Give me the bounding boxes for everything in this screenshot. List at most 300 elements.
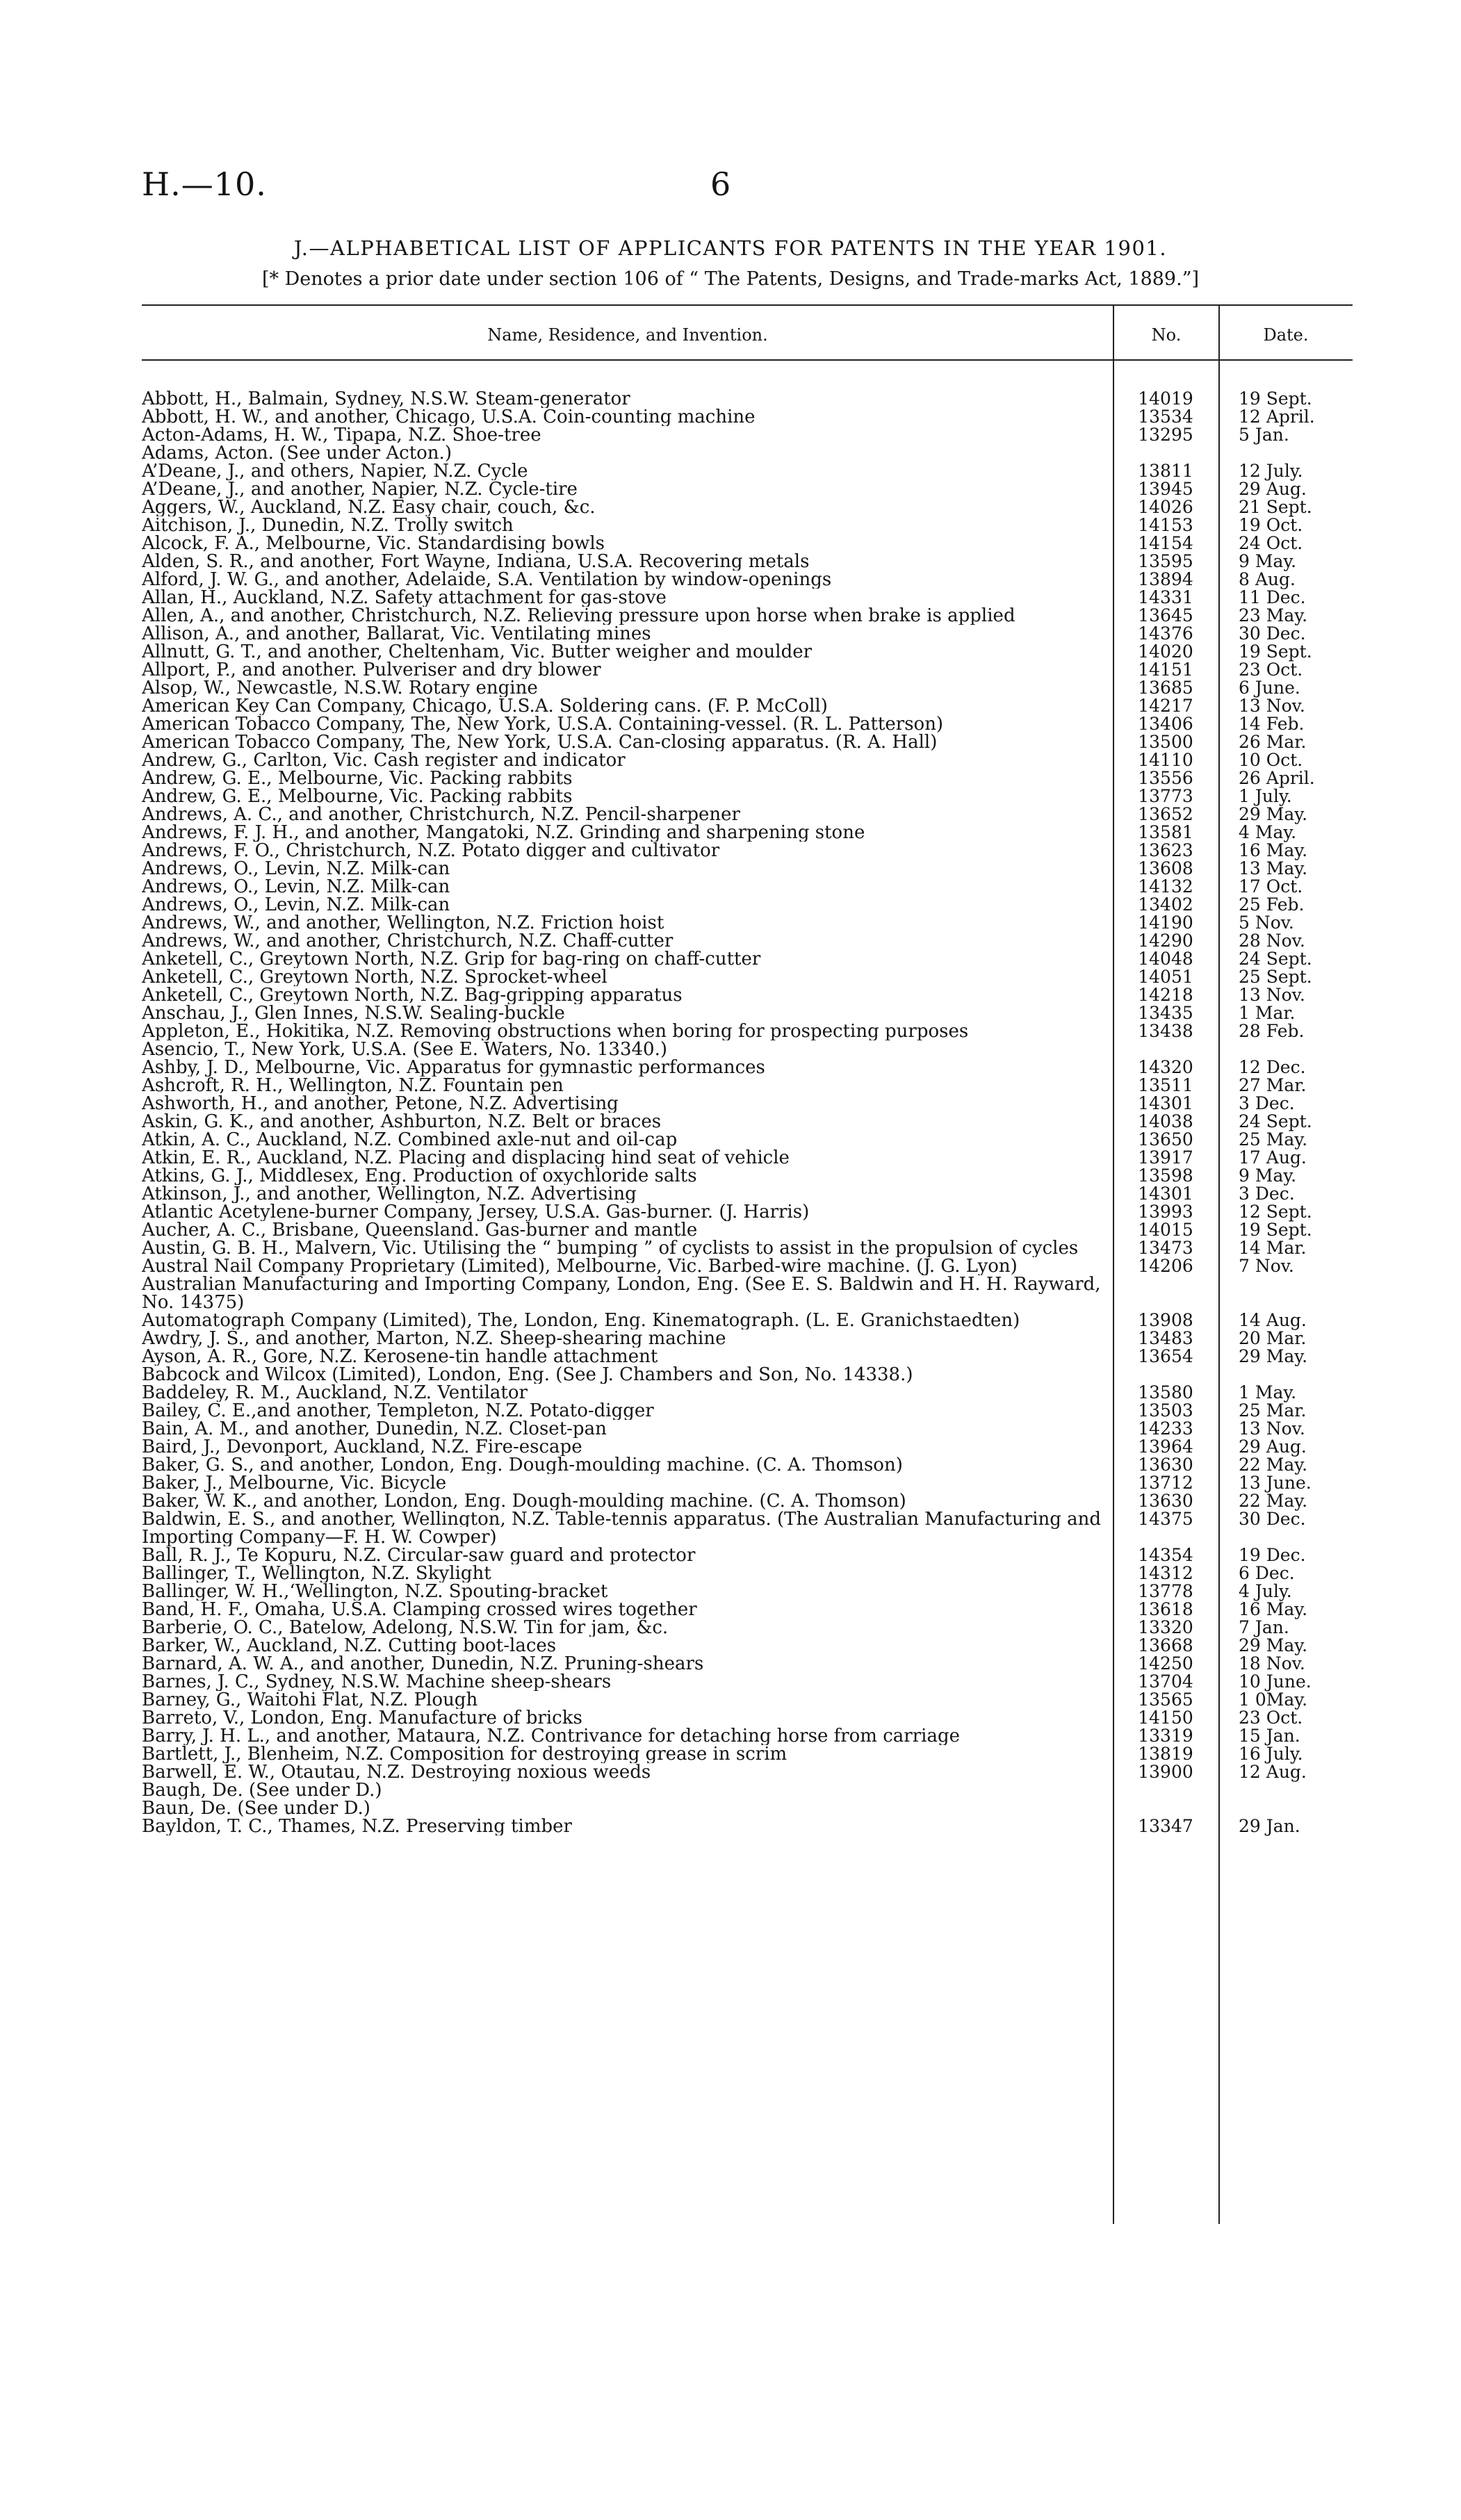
applicant-name (142, 589, 1113, 607)
patent-date: 24 Sept. (1239, 1111, 1312, 1131)
applicant-text: Andrews, F. O., Christchurch, N.Z. Potato digger and cultivator (142, 842, 724, 860)
patent-number: 14290 (1138, 931, 1193, 951)
patent-date: 13 Nov. (1239, 985, 1305, 1005)
applicant-row (142, 932, 1351, 950)
applicant-name (142, 408, 1113, 426)
applicant-row (142, 516, 1351, 534)
patent-number: 14038 (1138, 1111, 1193, 1131)
applicant-list (142, 390, 1351, 1835)
applicant-text: Appleton, E., Hokitika, N.Z. Removing obstructions when boring for prospecting purposes (142, 1022, 972, 1040)
patent-number: 13503 (1138, 1400, 1193, 1421)
patent-date: 19 Sept. (1239, 388, 1312, 409)
patent-number: 13598 (1138, 1165, 1193, 1186)
applicant-text: Barnes, J. C., Sydney, N.S.W. Machine sheep-shears (142, 1673, 615, 1691)
applicant-text: Ballinger, T., Wellington, N.Z. Skylight (142, 1564, 496, 1582)
applicant-row (142, 1004, 1351, 1022)
applicant-name (142, 553, 1113, 571)
applicant-name (142, 1221, 1113, 1239)
applicant-row (142, 1257, 1351, 1275)
applicant-row (142, 751, 1351, 769)
applicant-name (142, 1673, 1113, 1691)
applicant-text: Anketell, C., Greytown North, N.Z. Grip for bag-ring on chaff-cutter (142, 950, 765, 968)
applicant-row (142, 896, 1351, 914)
applicant-text: Anschau, J., Glen Innes, N.S.W. Sealing-buckle (142, 1004, 569, 1022)
patent-number: 14233 (1138, 1418, 1193, 1439)
patent-date: 8 Aug. (1239, 569, 1296, 589)
patent-date: 17 Aug. (1239, 1147, 1307, 1168)
applicant-text: Askin, G. K., and another, Ashburton, N.Z. Belt or braces (142, 1113, 665, 1131)
patent-date: 28 Nov. (1239, 931, 1305, 951)
applicant-row (142, 661, 1351, 679)
applicant-row (142, 986, 1351, 1004)
applicant-name (142, 805, 1113, 824)
applicant-row (142, 1727, 1351, 1745)
list-title: J.—ALPHABETICAL LIST OF APPLICANTS FOR PATENTS IN THE YEAR 1901. (293, 236, 1168, 260)
applicant-name (142, 1022, 1113, 1040)
applicant-row (142, 1167, 1351, 1185)
applicant-name (142, 1384, 1113, 1402)
patent-date: 20 Mar. (1239, 1328, 1307, 1348)
patent-number: 14206 (1138, 1256, 1193, 1276)
applicant-text: Allan, H., Auckland, N.Z. Safety attachment for gas-stove (142, 589, 671, 607)
applicant-row (142, 842, 1351, 860)
applicant-name (142, 733, 1113, 751)
applicant-row (142, 1058, 1351, 1077)
applicant-name (142, 1257, 1113, 1275)
patent-number: 14354 (1138, 1545, 1193, 1565)
applicant-text: Barry, J. H. L., and another, Mataura, N.Z. Contrivance for detaching horse from carriage (142, 1727, 964, 1745)
applicant-name (142, 968, 1113, 986)
patent-number: 13908 (1138, 1310, 1193, 1330)
applicant-text: American Tobacco Company, The, New York, U.S.A. Containing-vessel. (R. L. Patterson) (142, 715, 947, 733)
page-number: 6 (710, 165, 731, 203)
applicant-name (142, 1402, 1113, 1420)
applicant-row (142, 1691, 1351, 1709)
applicant-name (142, 986, 1113, 1004)
applicant-text: Awdry, J. S., and another, Marton, N.Z. Sheep-shearing machine (142, 1329, 730, 1348)
patent-number: 13534 (1138, 407, 1193, 427)
patent-number: 13712 (1138, 1473, 1193, 1493)
patent-date: 5 Nov. (1239, 913, 1294, 933)
applicant-text: Asencio, T., New York, U.S.A. (See E. Waters, No. 13340.) (142, 1040, 671, 1058)
applicant-text: Automatograph Company (Limited), The, London, Eng. Kinematograph. (L. E. Granichstaedten) (142, 1311, 1024, 1329)
patent-date: 25 Mar. (1239, 1400, 1307, 1421)
applicant-name (142, 1456, 1113, 1474)
applicant-name (142, 1817, 1113, 1835)
applicant-row (142, 1095, 1351, 1113)
patent-number: 14015 (1138, 1220, 1193, 1240)
applicant-row (142, 1203, 1351, 1221)
applicant-text: Andrews, W., and another, Wellington, N.Z. Friction hoist (142, 914, 668, 932)
patent-date: 30 Dec. (1239, 1509, 1306, 1529)
applicant-text: Barney, G., Waitohi Flat, N.Z. Plough (142, 1691, 482, 1709)
patent-number: 13704 (1138, 1671, 1193, 1692)
applicant-name (142, 1781, 1113, 1799)
applicant-text: Andrews, O., Levin, N.Z. Milk-can (142, 878, 454, 896)
patent-number: 13645 (1138, 605, 1193, 625)
applicant-text: Andrews, O., Levin, N.Z. Milk-can (142, 860, 454, 878)
applicant-row (142, 860, 1351, 878)
patent-number: 13773 (1138, 786, 1193, 806)
applicant-text: Barberie, O. C., Batelow, Adelong, N.S.W. Tin for jam, &c. (142, 1619, 672, 1637)
applicant-row (142, 444, 1351, 462)
patent-date: 1 0May. (1239, 1689, 1308, 1710)
patent-date: 1 May. (1239, 1382, 1297, 1402)
patent-number: 13595 (1138, 551, 1193, 571)
applicant-text: Bain, A. M., and another, Dunedin, N.Z. Closet-pan (142, 1420, 611, 1438)
patent-number: 14020 (1138, 641, 1193, 662)
applicant-text: Baker, G. S., and another, London, Eng. Dough-moulding machine. (C. A. Thomson) (142, 1456, 907, 1474)
patent-date: 25 Feb. (1239, 894, 1305, 915)
applicant-name (142, 1420, 1113, 1438)
applicant-text: Andrews, F. J. H., and another, Mangatoki, N.Z. Grinding and sharpening stone (142, 824, 869, 842)
patent-number: 14132 (1138, 876, 1193, 897)
applicant-text: Barker, W., Auckland, N.Z. Cutting boot-laces (142, 1637, 560, 1655)
patent-number: 14376 (1138, 623, 1193, 644)
applicant-text: Alsop, W., Newcastle, N.S.W. Rotary engine (142, 679, 542, 697)
applicant-text: Anketell, C., Greytown North, N.Z. Bag-gripping apparatus (142, 986, 687, 1004)
applicant-row (142, 1239, 1351, 1257)
applicant-row (142, 1221, 1351, 1239)
applicant-row (142, 1040, 1351, 1058)
applicant-text: Alcock, F. A., Melbourne, Vic. Standardising bowls (142, 534, 609, 553)
patent-date: 13 Nov. (1239, 1418, 1305, 1439)
applicant-text: Andrews, A. C., and another, Christchurch, N.Z. Pencil-sharpener (142, 805, 744, 824)
applicant-name (142, 1167, 1113, 1185)
applicant-text: Abbott, H. W., and another, Chicago, U.S.A. Coin-counting machine (142, 408, 760, 426)
applicant-name (142, 787, 1113, 805)
applicant-name (142, 1203, 1113, 1221)
applicant-name (142, 498, 1113, 516)
applicant-name (142, 878, 1113, 896)
applicant-text: Bailey, C. E.,and another, Templeton, N.Z. Potato-digger (142, 1402, 658, 1420)
patent-date: 29 May. (1239, 804, 1308, 824)
applicant-text: Australian Manufacturing and Importing Company, London, Eng. (See E. S. Baldwin and H. H. Rayward, No. 14375) (142, 1275, 1101, 1311)
applicant-text: Atlantic Acetylene-burner Company, Jersey, U.S.A. Gas-burner. (J. Harris) (142, 1203, 813, 1221)
applicant-row (142, 679, 1351, 697)
patent-number: 14312 (1138, 1563, 1193, 1583)
applicant-row (142, 1637, 1351, 1655)
applicant-row (142, 498, 1351, 516)
patent-date: 3 Dec. (1239, 1184, 1295, 1204)
patent-number: 13435 (1138, 1003, 1193, 1023)
applicant-name (142, 1348, 1113, 1366)
patent-date: 15 Jan. (1239, 1726, 1300, 1746)
applicant-text: Aucher, A. C., Brisbane, Queensland. Gas-burner and mantle (142, 1221, 701, 1239)
applicant-text: Barwell, E. W., Otautau, N.Z. Destroying noxious weeds (142, 1763, 655, 1781)
applicant-row (142, 805, 1351, 824)
applicant-row (142, 1077, 1351, 1095)
patent-date: 18 Nov. (1239, 1653, 1305, 1674)
patent-date: 10 Oct. (1239, 750, 1303, 770)
applicant-text: American Tobacco Company, The, New York, U.S.A. Can-closing apparatus. (R. A. Hall) (142, 733, 941, 751)
applicant-row (142, 950, 1351, 968)
applicant-row (142, 1438, 1351, 1456)
patent-date: 6 Dec. (1239, 1563, 1295, 1583)
patent-number: 13556 (1138, 768, 1193, 788)
patent-number: 13945 (1138, 479, 1193, 499)
patent-number: 13473 (1138, 1238, 1193, 1258)
patent-date: 12 July. (1239, 461, 1303, 481)
applicant-row (142, 625, 1351, 643)
patent-date: 11 Dec. (1239, 587, 1306, 607)
patent-number: 14301 (1138, 1093, 1193, 1113)
applicant-name (142, 1004, 1113, 1022)
applicant-row (142, 1474, 1351, 1492)
applicant-row (142, 1799, 1351, 1817)
patent-date: 6 June. (1239, 678, 1300, 698)
patent-date: 23 May. (1239, 605, 1308, 625)
applicant-name (142, 390, 1113, 408)
applicant-name (142, 824, 1113, 842)
applicant-name (142, 914, 1113, 932)
applicant-name (142, 625, 1113, 643)
applicant-row (142, 1673, 1351, 1691)
patent-number: 13623 (1138, 840, 1193, 860)
applicant-row (142, 1582, 1351, 1601)
patent-number: 14331 (1138, 587, 1193, 607)
applicant-name (142, 896, 1113, 914)
applicant-row (142, 390, 1351, 408)
applicant-text: Andrew, G. E., Melbourne, Vic. Packing rabbits (142, 769, 576, 787)
patent-number: 14375 (1138, 1509, 1193, 1529)
applicant-row (142, 480, 1351, 498)
applicant-text: Baun, De. (See under D.) (142, 1799, 375, 1817)
applicant-text: Allport, P., and another. Pulveriser and dry blower (142, 661, 605, 679)
patent-number: 14151 (1138, 660, 1193, 680)
applicant-row (142, 1601, 1351, 1619)
patent-number: 13580 (1138, 1382, 1193, 1402)
applicant-name (142, 1655, 1113, 1673)
patent-date: 14 Mar. (1239, 1238, 1307, 1258)
applicant-row (142, 1510, 1351, 1546)
applicant-name (142, 932, 1113, 950)
applicant-text: Alden, S. R., and another, Fort Wayne, Indiana, U.S.A. Recovering metals (142, 553, 813, 571)
patent-number: 13511 (1138, 1075, 1193, 1095)
patent-number: 13900 (1138, 1762, 1193, 1782)
applicant-row (142, 462, 1351, 480)
applicant-name (142, 1077, 1113, 1095)
patent-date: 22 May. (1239, 1455, 1308, 1475)
applicant-row (142, 1329, 1351, 1348)
applicant-name (142, 1601, 1113, 1619)
applicant-name (142, 571, 1113, 589)
applicant-row (142, 769, 1351, 787)
applicant-row (142, 878, 1351, 896)
patent-number: 13295 (1138, 425, 1193, 445)
applicant-name (142, 516, 1113, 534)
patent-date: 29 Aug. (1239, 479, 1307, 499)
patent-date: 14 Aug. (1239, 1310, 1307, 1330)
applicant-text: Acton-Adams, H. W., Tipapa, N.Z. Shoe-tree (142, 426, 546, 444)
applicant-row (142, 1131, 1351, 1149)
applicant-row (142, 643, 1351, 661)
patent-date: 29 Jan. (1239, 1816, 1300, 1836)
applicant-name (142, 715, 1113, 733)
patent-date: 23 Oct. (1239, 1708, 1303, 1728)
patent-number: 13565 (1138, 1689, 1193, 1710)
applicant-name (142, 679, 1113, 697)
patent-number: 13685 (1138, 678, 1193, 698)
applicant-name (142, 1474, 1113, 1492)
patent-number: 13894 (1138, 569, 1193, 589)
patent-number: 13320 (1138, 1617, 1193, 1637)
patent-number: 13608 (1138, 858, 1193, 878)
applicant-row (142, 1348, 1351, 1366)
applicant-text: Austral Nail Company Proprietary (Limited), Melbourne, Vic. Barbed-wire machine. (J. G. Lyon) (142, 1257, 1022, 1275)
applicant-row (142, 715, 1351, 733)
patent-date: 21 Sept. (1239, 497, 1312, 517)
applicant-text: Bayldon, T. C., Thames, N.Z. Preserving timber (142, 1817, 576, 1835)
applicant-text: Babcock and Wilcox (Limited), London, Eng. (See J. Chambers and Son, No. 14338.) (142, 1366, 917, 1384)
applicant-name (142, 444, 1113, 462)
applicant-text: Ashworth, H., and another, Petone, N.Z. Advertising (142, 1095, 623, 1113)
applicant-text: Atkinson, J., and another, Wellington, N.Z. Advertising (142, 1185, 641, 1203)
applicant-name (142, 1058, 1113, 1077)
applicant-text: Allison, A., and another, Ballarat, Vic. Ventilating mines (142, 625, 655, 643)
patent-number: 14301 (1138, 1184, 1193, 1204)
applicant-text: Andrews, O., Levin, N.Z. Milk-can (142, 896, 454, 914)
applicant-text: Adams, Acton. (See under Acton.) (142, 444, 456, 462)
patent-date: 24 Oct. (1239, 533, 1303, 553)
patent-date: 12 Sept. (1239, 1202, 1312, 1222)
patent-date: 9 May. (1239, 1165, 1297, 1186)
applicant-name (142, 661, 1113, 679)
patent-date: 13 June. (1239, 1473, 1312, 1493)
patent-number: 14019 (1138, 388, 1193, 409)
applicant-name (142, 769, 1113, 787)
applicant-name (142, 751, 1113, 769)
patent-number: 13581 (1138, 822, 1193, 842)
table-header-rule (142, 359, 1353, 361)
patent-number: 13347 (1138, 1816, 1193, 1836)
applicant-name (142, 462, 1113, 480)
applicant-name (142, 1709, 1113, 1727)
applicant-name (142, 480, 1113, 498)
applicant-row (142, 1763, 1351, 1781)
applicant-name (142, 860, 1113, 878)
patent-date: 3 Dec. (1239, 1093, 1295, 1113)
patent-date: 16 July. (1239, 1744, 1303, 1764)
applicant-row (142, 1366, 1351, 1384)
applicant-text: Abbott, H., Balmain, Sydney, N.S.W. Steam-generator (142, 390, 635, 408)
applicant-name (142, 1619, 1113, 1637)
applicant-text: Band, H. F., Omaha, U.S.A. Clamping crossed wires together (142, 1601, 701, 1619)
applicant-text: Andrews, W., and another, Christchurch, N.Z. Chaff-cutter (142, 932, 677, 950)
patent-date: 19 Dec. (1239, 1545, 1306, 1565)
applicant-text: Baddeley, R. M., Auckland, N.Z. Ventilator (142, 1384, 532, 1402)
applicant-row (142, 1456, 1351, 1474)
applicant-row (142, 1709, 1351, 1727)
patent-number: 13483 (1138, 1328, 1193, 1348)
applicant-row (142, 426, 1351, 444)
applicant-row (142, 1781, 1351, 1799)
applicant-row (142, 1420, 1351, 1438)
applicant-name (142, 1040, 1113, 1058)
applicant-text: Baker, W. K., and another, London, Eng. Dough-moulding machine. (C. A. Thomson) (142, 1492, 911, 1510)
table-top-rule (142, 304, 1353, 306)
patent-number: 14218 (1138, 985, 1193, 1005)
patent-number: 14110 (1138, 750, 1193, 770)
applicant-row (142, 914, 1351, 932)
applicant-name (142, 697, 1113, 715)
document-reference: H.—10. (142, 165, 267, 203)
applicant-text: Baker, J., Melbourne, Vic. Bicycle (142, 1474, 450, 1492)
applicant-row (142, 534, 1351, 553)
patent-number: 14026 (1138, 497, 1193, 517)
applicant-name (142, 1131, 1113, 1149)
patent-number: 13630 (1138, 1455, 1193, 1475)
applicant-row (142, 1113, 1351, 1131)
patent-date: 4 May. (1239, 822, 1297, 842)
patent-date: 30 Dec. (1239, 623, 1306, 644)
applicant-name (142, 1275, 1113, 1311)
applicant-row (142, 1817, 1351, 1835)
applicant-name (142, 842, 1113, 860)
patent-date: 10 June. (1239, 1671, 1312, 1692)
applicant-name (142, 1510, 1113, 1546)
patent-date: 12 April. (1239, 407, 1315, 427)
applicant-text: Andrew, G., Carlton, Vic. Cash register and indicator (142, 751, 630, 769)
applicant-text: Atkin, A. C., Auckland, N.Z. Combined axle-nut and oil-cap (142, 1131, 681, 1149)
column-header-no: No. (1151, 325, 1182, 345)
applicant-text: Austin, G. B. H., Malvern, Vic. Utilising the “ bumping ” of cyclists to assist in the propulsion of cycles (142, 1239, 1082, 1257)
applicant-name (142, 1438, 1113, 1456)
patent-number: 14048 (1138, 949, 1193, 969)
applicant-name (142, 1366, 1113, 1384)
patent-date: 29 May. (1239, 1346, 1308, 1366)
patent-date: 29 May. (1239, 1635, 1308, 1655)
column-header-date: Date. (1263, 325, 1309, 345)
patent-number: 14051 (1138, 967, 1193, 987)
applicant-text: Allen, A., and another, Christchurch, N.Z. Relieving pressure upon horse when brake is applied (142, 607, 1020, 625)
applicant-text: American Key Can Company, Chicago, U.S.A. Soldering cans. (F. P. McColl) (142, 697, 832, 715)
applicant-name (142, 1185, 1113, 1203)
applicant-row (142, 787, 1351, 805)
applicant-row (142, 1564, 1351, 1582)
patent-date: 16 May. (1239, 840, 1308, 860)
applicant-name (142, 1582, 1113, 1601)
patent-number: 13819 (1138, 1744, 1193, 1764)
applicant-name (142, 1239, 1113, 1257)
applicant-row (142, 1655, 1351, 1673)
patent-date: 12 Dec. (1239, 1057, 1306, 1077)
applicant-text: Ball, R. J., Te Kopuru, N.Z. Circular-saw guard and protector (142, 1546, 699, 1564)
patent-date: 19 Oct. (1239, 515, 1303, 535)
applicant-row (142, 408, 1351, 426)
applicant-row (142, 1384, 1351, 1402)
applicant-name (142, 1113, 1113, 1131)
applicant-text: Atkins, G. J., Middlesex, Eng. Production of oxychloride salts (142, 1167, 701, 1185)
applicant-text: Allnutt, G. T., and another, Cheltenham, Vic. Butter weigher and moulder (142, 643, 816, 661)
patent-number: 13964 (1138, 1437, 1193, 1457)
applicant-row (142, 733, 1351, 751)
patent-number: 13993 (1138, 1202, 1193, 1222)
patent-date: 29 Aug. (1239, 1437, 1307, 1457)
applicant-name (142, 1329, 1113, 1348)
patent-date: 9 May. (1239, 551, 1297, 571)
applicant-text: Ashcroft, R. H., Wellington, N.Z. Fountain pen (142, 1077, 568, 1095)
applicant-row (142, 1185, 1351, 1203)
patent-number: 13406 (1138, 714, 1193, 734)
applicant-name (142, 426, 1113, 444)
patent-date: 1 July. (1239, 786, 1292, 806)
applicant-row (142, 1149, 1351, 1167)
patent-date: 26 April. (1239, 768, 1315, 788)
applicant-text: Ayson, A. R., Gore, N.Z. Kerosene-tin handle attachment (142, 1348, 662, 1366)
applicant-name (142, 1691, 1113, 1709)
applicant-name (142, 534, 1113, 553)
